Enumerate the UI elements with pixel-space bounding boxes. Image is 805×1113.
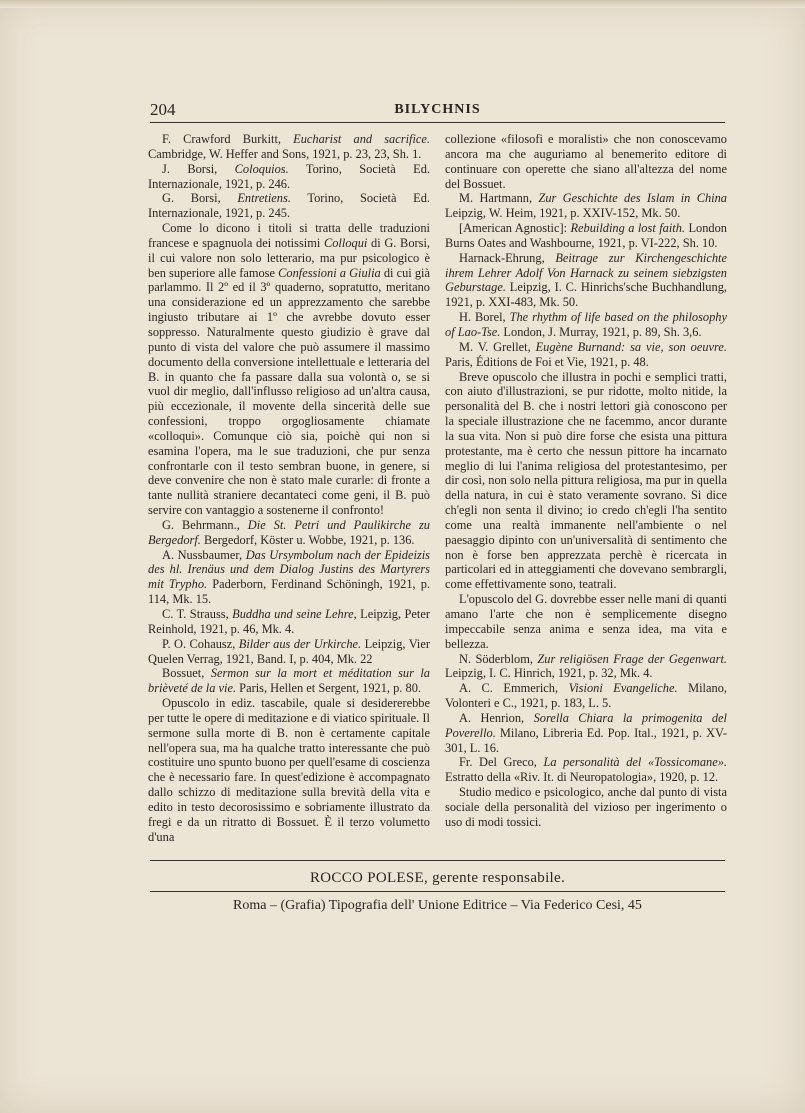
page-number: 204	[150, 100, 176, 119]
header-rule	[150, 122, 725, 123]
entry-text: L'opuscolo del G. dovrebbe esser nelle mani di quanti amano l'arte che non è semplicemente disegno impeccabile senza anima e senza idea, ma vita e bellezza.	[445, 592, 727, 651]
entry-text: London Burns Oates and Washbourne, 1921, p. VI-222, Sh. 10.	[445, 221, 727, 250]
entry-title: Eucharist and sacrifice.	[293, 132, 430, 146]
entry-title: Confessioni a Giulia	[278, 265, 381, 280]
entry-text: Harnack-Ehrung,	[459, 250, 556, 265]
entry-title: Das Ursymbolum nach der Epideizis des hl. Irenäus und dem Dialog Justins des Martyrers mit Trypho.	[148, 547, 430, 592]
entry-text: Torino, Società Ed. Internazionale, 1921, p. 246.	[148, 161, 430, 191]
entry-text: di G. Borsi, il cui valore non solo letterario, ma pur psicologico è ben superiore alle famose	[148, 235, 430, 280]
bibliography-entry	[445, 132, 727, 191]
bibliography-entry	[445, 340, 727, 370]
entry-title: Die St. Petri und Paulikirche zu Bergedorf.	[148, 517, 430, 547]
bibliography-entry	[445, 592, 727, 651]
bibliography-entry	[148, 191, 430, 221]
bibliography-entry	[445, 681, 727, 711]
bibliography-entry	[148, 637, 430, 667]
entry-text: Bergedorf, Köster u. Wobbe, 1921, p. 136.	[200, 532, 415, 547]
entry-text: Estratto della «Riv. It. di Neuropatologia», 1920, p. 12.	[445, 770, 719, 785]
entry-text: M. Hartmann,	[459, 191, 539, 206]
page-top-edge	[0, 0, 805, 8]
entry-title: Eugène Burnand: sa vie, son oeuvre.	[535, 339, 727, 354]
bibliography-entry	[148, 548, 430, 607]
entry-text: A. C. Emmerich,	[459, 681, 569, 696]
entry-text: collezione «filosofi e moralisti» che non conoscevamo ancora ma che auguriamo al benemerito editore di continuare con operette che siano all'altezza del nome del Bossuet.	[445, 132, 727, 191]
entry-text: A. Nussbaumer,	[162, 547, 246, 562]
entry-title: Colloqui	[323, 235, 368, 250]
entry-text: G. Behrmann.,	[162, 517, 248, 532]
entry-title: The rhythm of life based on the philosophy of Lao-Tse.	[445, 310, 727, 339]
bibliography-entry	[445, 370, 727, 593]
entry-text: G. Borsi,	[162, 191, 238, 206]
bibliography-entry	[445, 755, 727, 785]
entry-text: A. Henrion,	[459, 710, 534, 725]
entry-text: Milano, Libreria Ed. Pop. Ital., 1921, p. XV-301, L. 16.	[445, 725, 727, 755]
bibliography-entry	[148, 162, 430, 192]
entry-text: P. O. Cohausz,	[162, 636, 239, 651]
entry-text: Paris, Éditions de Foi et Vie, 1921, p. 48.	[445, 354, 649, 369]
entry-text: Milano, Volonteri e C., 1921, p. 183, L. 5.	[445, 681, 727, 711]
bibliography-entry	[445, 221, 727, 251]
entry-title: Bilder aus der Urkirche.	[238, 636, 362, 651]
entry-title: Visioni Evangeliche.	[568, 681, 678, 696]
entry-text: Leipzig, I. C. Hinrichs'sche Buchhandlung, 1921, p. XXI-483, Mk. 50.	[445, 280, 727, 310]
bibliography-entry	[148, 607, 430, 637]
printer-imprint: Roma – (Grafia) Tipografia dell' Unione Editrice – Via Federico Cesi, 45	[233, 898, 642, 913]
entry-text: N. Söderblom,	[459, 651, 538, 666]
entry-text: Opuscolo in ediz. tascabile, quale si desidererebbe per tutte le opere di meditazione e di viatico spirituale. Il sermone sulla morte di B. non è certamente capitale nell'opera sua, ma ha qualche tratto interessante che può costituire uno spunto buono per quell'esame di coscienza che è necessario fare. In quest'edizione è accompagnato dallo schizzo di meditazione sulla brevità della vita e edito in testo decorosissimo e sobriamente illustrato da fregi e da un ritratto di Bossuet. È il terzo volumetto d'una	[148, 696, 430, 844]
bibliography-entry	[445, 310, 727, 340]
entry-title: Coloquios.	[234, 161, 289, 176]
entry-text: di cui già parlammo. Il 2º ed il 3º quaderno, sopratutto, meritano una considerazione ed un apprezzamento che sarebbe ingiusto tributare ai 1º che avrebbe dovuto esser soppresso. Naturalmente questo giudizio è grave dal punto di vista del valore che può assumere il massimo documento della conversione intellettuale e letteraria del B. in quanto che fa passare dalla sua volontà o, se si vuol dir meglio, dall'influsso religioso ad un'altra causa, più eccezionale, il movente della sincerità delle sue confessioni, troppo orgogliosamente chiamate «colloqui». Comunque ciò sia, poichè qui non si esamina l'opera, ma le sue traduzioni, che pur senza confrontarle con il testo sembran buone, in genere, si deve convenire che non è stato male curarle: di fronte a tante nullità straniere decantateci come geni, il B. può servire con vantaggio a sostenerne il confronto!	[148, 265, 430, 518]
entry-title: Sorella Chiara la primogenita del Poverello.	[445, 710, 727, 740]
responsible-editor: ROCCO POLESE, gerente responsabile.	[309, 870, 566, 886]
entry-title: Sermon sur la mort et méditation sur la brièveté de la vie.	[148, 666, 431, 696]
entry-title: Zur religiösen Frage der Gegenwart.	[537, 651, 727, 666]
entry-text: Come lo dicono i titoli si tratta delle traduzioni francese e spagnuola dei notissimi	[148, 221, 430, 250]
entry-text: Breve opuscolo che illustra in pochi e semplici tratti, con aiuto d'illustrazioni, se pur ridotte, molto nitide, la personalità del B. che i nostri lettori già conoscono per la speciale illustrazione che ne facemmo, ancor durante la sua vita. Non si può dire forse che esista una pittura protestante, ma è certo che nessun pittore ha incarnato meglio di lui l'anima religiosa del protestantesimo, per dir così, non solo nella pittura religiosa, ma pur in quella della natura, in cui è stato veramente sovrano. Si dice ch'egli non senta il divino; io credo ch'egli l'ha sentito come una realtà immanente nell'ambiente o nel paesaggio dipinto con un'universalità di sentimento che non è forse ben apprezzata perchè è ricercata in particolari ed in atteggiamenti che dovevano sembrargli, come effettivamente sono, teatrali.	[445, 369, 727, 592]
bibliography-entry	[445, 785, 727, 830]
bibliography-entry	[148, 132, 430, 162]
entry-title: Rebuilding a lost faith.	[570, 221, 686, 236]
journal-title: BILYCHNIS	[394, 102, 481, 117]
entry-text: Bossuet,	[162, 666, 211, 681]
entry-text: Leipzig, I. C. Hinrich, 1921, p. 32, Mk. 4.	[445, 666, 653, 681]
entry-title: Zur Geschichte des Islam in China	[538, 191, 727, 206]
bibliography-entry	[148, 696, 430, 844]
entry-title: Beitrage zur Kirchengeschichte ihrem Lehrer Adolf Von Harnack zu seinem siebzigsten Geburstage.	[445, 250, 727, 295]
entry-text: Paris, Hellen et Sergent, 1921, p. 80.	[236, 681, 421, 696]
entry-text: J. Borsi,	[162, 161, 235, 176]
entry-title: Entretiens.	[237, 191, 291, 206]
footer-rule-bottom	[150, 891, 725, 892]
left-column	[148, 132, 430, 845]
bibliography-entry	[148, 666, 430, 696]
footer-rule-top	[150, 860, 725, 861]
page-header	[150, 100, 725, 120]
entry-text: Leipzig, W. Heim, 1921, p. XXIV-152, Mk. 50.	[445, 206, 681, 221]
entry-text: H. Borel,	[459, 310, 510, 325]
entry-text: Paderborn, Ferdinand Schöningh, 1921, p. 114, Mk. 15.	[148, 577, 430, 607]
bibliography-entry	[148, 518, 430, 548]
entry-title: Buddha und seine Lehre,	[232, 607, 357, 621]
right-column	[445, 132, 727, 830]
entry-text: M. V. Grellet,	[459, 339, 536, 354]
bibliography-entry	[445, 711, 727, 756]
bibliography-entry	[148, 221, 430, 518]
entry-text: Torino, Società Ed. Internazionale, 1921, p. 245.	[148, 191, 430, 221]
entry-text: London, J. Murray, 1921, p. 89, Sh. 3,6.	[500, 324, 702, 339]
bibliography-entry	[445, 251, 727, 310]
entry-text: Leipzig, Vier Quelen Verrag, 1921, Band. I, p. 404, Mk. 22	[148, 636, 431, 666]
entry-text: F. Crawford Burkitt,	[162, 132, 294, 146]
entry-text: Leipzig, Peter Reinhold, 1921, p. 46, Mk. 4.	[148, 607, 430, 636]
entry-text: Studio medico e psicologico, anche dal punto di vista sociale della personalità del vizioso per ingerimento o uso di modi tossici.	[445, 785, 727, 829]
entry-title: La personalità del «Tossicomane».	[543, 755, 727, 770]
entry-text: Cambridge, W. Heffer and Sons, 1921, p. 23, 23, Sh. 1.	[148, 146, 422, 161]
bibliography-entry	[445, 652, 727, 682]
entry-text: C. T. Strauss,	[162, 607, 233, 621]
entry-text: [American Agnostic]:	[459, 221, 571, 236]
bibliography-entry	[445, 191, 727, 221]
entry-text: Fr. Del Greco,	[459, 755, 544, 770]
